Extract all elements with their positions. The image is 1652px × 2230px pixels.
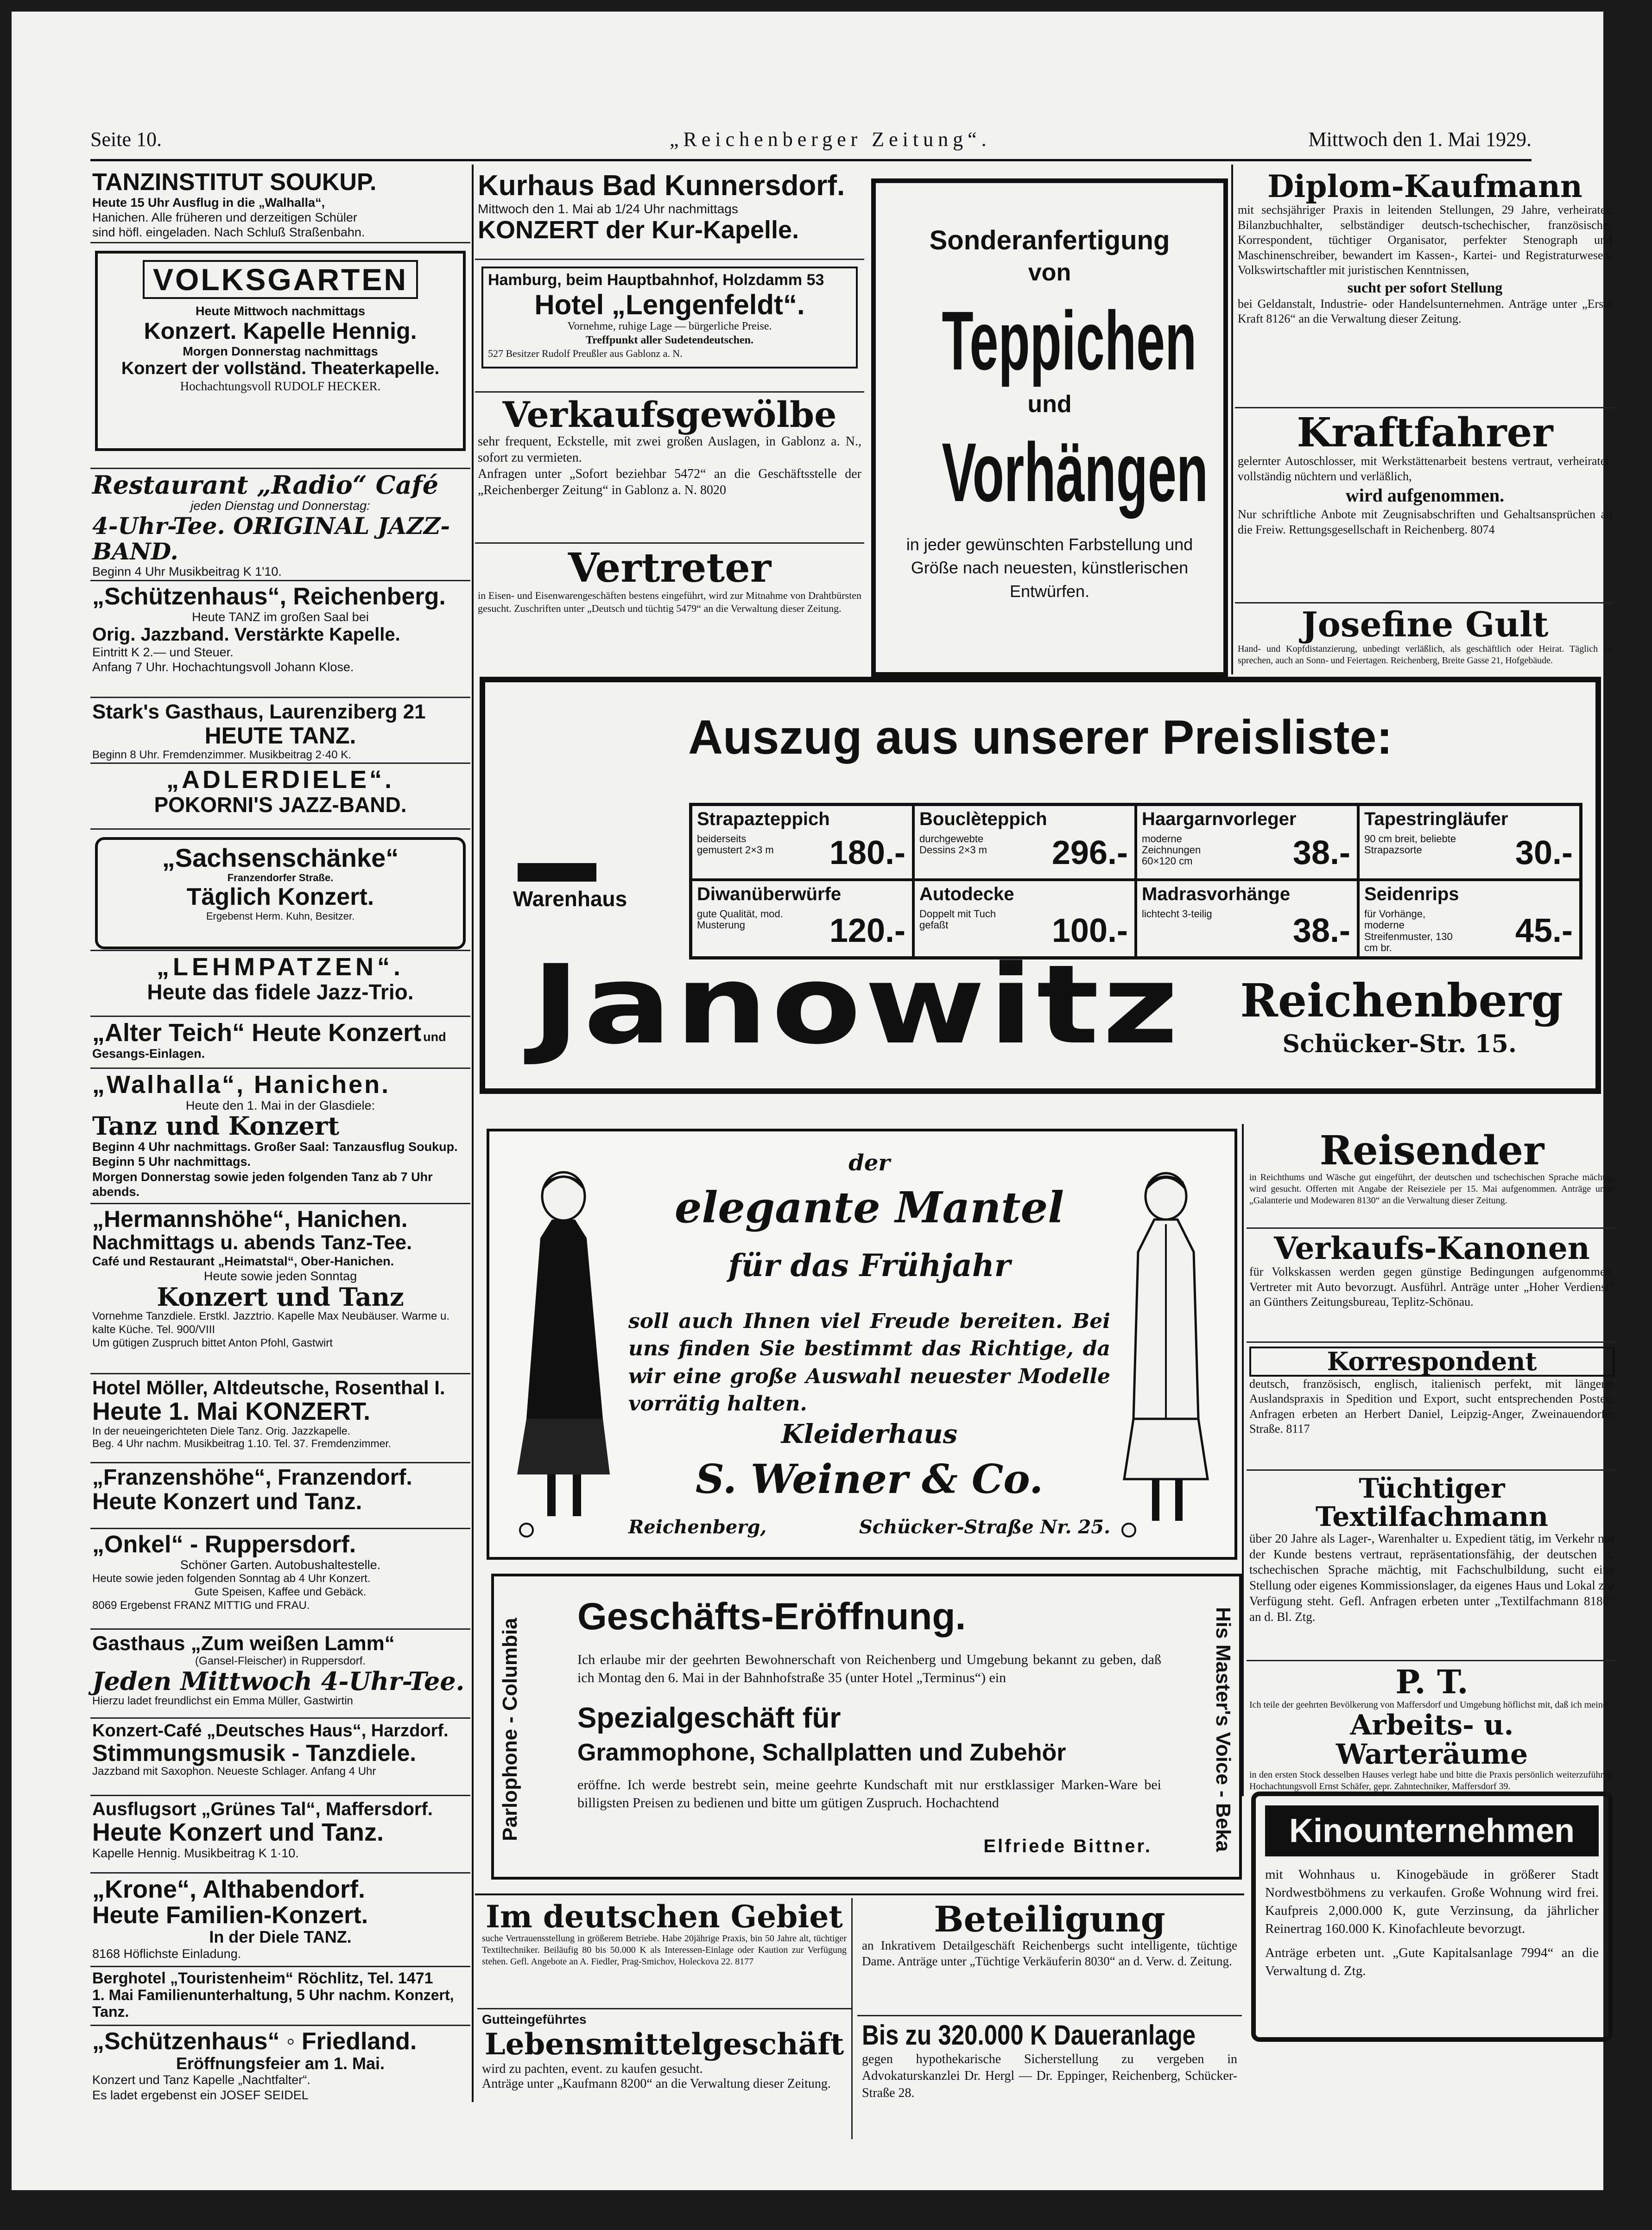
item-name: Autodecke xyxy=(919,884,1014,905)
ad-text: Beginn 4 Uhr Musikbeitrag K 1'10. xyxy=(92,565,282,579)
ad-text: Eintritt K 2.— und Steuer. xyxy=(92,645,234,659)
ad-title: Kraftfahrer xyxy=(1297,409,1553,456)
column-divider xyxy=(472,165,474,2102)
ad-text: Anfragen unter „Sofort beziehbar 5472“ an die Geschäftsstelle der „Reichenberger Zeitung“ in Gablonz a. N. 8020 xyxy=(478,466,861,497)
ad-text: Jazzband mit Saxophon. Neueste Schlager. Anfang 4 Uhr xyxy=(92,1765,376,1778)
item-desc: beiderseits gemustert 2×3 m xyxy=(697,833,774,856)
ad-title: Kinounternehmen xyxy=(1265,1805,1599,1856)
ad-krone xyxy=(90,1874,470,1967)
ad-schuetzenhaus xyxy=(90,581,470,698)
ad-text: Konzert und Tanz xyxy=(157,1282,404,1312)
ad-mantel xyxy=(487,1129,1237,1560)
ad-text: Gute Speisen, Kaffee und Gebäck. xyxy=(194,1585,367,1598)
ad-title: Tüchtiger Textilfachmann xyxy=(1315,1473,1549,1532)
mantel-line: für das Frühjahr xyxy=(728,1247,1011,1283)
item-price: 180.- xyxy=(829,834,905,872)
section-rule xyxy=(475,1893,1244,1895)
ad-text: KONZERT der Kur-Kapelle. xyxy=(478,216,799,244)
ad-subheadline: Spezialgeschäft für xyxy=(577,1702,841,1734)
ad-arbeitsraeume xyxy=(1247,1661,1617,1799)
ad-title: „Schützenhaus“, Reichenberg. xyxy=(92,583,446,610)
right-column-lower-ads xyxy=(1247,1126,1617,1792)
newspaper-page xyxy=(12,12,1614,2190)
ad-daueranlage xyxy=(857,2016,1242,2104)
item-price: 38.- xyxy=(1292,834,1350,872)
price-list-grid xyxy=(689,803,1582,959)
ad-text: Beginn 8 Uhr. Fremdenzimmer. Musikbeitrag 2·40 K. xyxy=(92,749,351,762)
ad-title: Verkaufsgewölbe xyxy=(502,394,837,435)
ad-janowitz xyxy=(480,677,1601,1094)
item-desc: für Vorhänge, moderne Streifenmuster, 130 cm br. xyxy=(1364,908,1453,953)
ad-gruenes-tal xyxy=(90,1796,470,1874)
ad-adlerdiele xyxy=(90,764,470,830)
ad-text: Heute 15 Uhr Ausflug in die „Walhalla“, xyxy=(92,195,325,210)
ad-title: Hamburg, beim Hauptbahnhof, Holzdamm 53 xyxy=(488,271,824,289)
ad-beteiligung-block xyxy=(857,1898,1242,2016)
ad-title: Verkaufs-Kanonen xyxy=(1274,1230,1590,1266)
ad-text: Beg. 4 Uhr nachm. Musikbeitrag 1.10. Tel. 37. Fremdenzimmer. xyxy=(92,1437,392,1450)
second-column-ads xyxy=(475,167,864,677)
ad-description: in jeder gewünschten Farbstellung und Größe nach neuesten, künstlerischen Entwürfen. xyxy=(906,535,1193,601)
ad-walhalla xyxy=(90,1069,470,1204)
mantel-line: der xyxy=(848,1150,890,1176)
ad-title: Ausflugsort „Grünes Tal“, Maffersdorf. xyxy=(92,1799,433,1819)
ad-title: Konzert-Café „Deutsches Haus“, Harzdorf. xyxy=(92,1721,449,1741)
ad-text: Heute den 1. Mai in der Glasdiele: xyxy=(185,1098,375,1112)
ad-text: Täglich Konzert. xyxy=(186,883,374,911)
price-item xyxy=(1358,805,1581,880)
ad-title: „Sachsenschänke“ xyxy=(162,843,399,872)
ad-text: 8168 Höflichste Einladung. xyxy=(92,1946,241,1961)
item-price: 38.- xyxy=(1292,912,1350,949)
ad-text: Konzert und Tanz Kapelle „Nachtfalter“. xyxy=(92,2073,310,2087)
ad-text: und Gesangs-Einlagen. xyxy=(92,1030,446,1061)
item-name: Madrasvorhänge xyxy=(1142,884,1291,905)
issue-date: Mittwoch den 1. Mai 1929. xyxy=(1308,128,1532,151)
ad-subheadline: Grammophone, Schallplatten und Zubehör xyxy=(577,1739,1066,1766)
item-desc: lichtecht 3-teilig xyxy=(1142,908,1212,920)
brand-vertical-left: Parlophone - Columbia xyxy=(499,1618,521,1841)
item-desc: gute Qualität, mod. Musterung xyxy=(697,908,783,931)
mantel-shop: Kleiderhaus xyxy=(781,1419,958,1449)
ad-radio xyxy=(90,469,470,581)
janowitz-city: Reichenberg xyxy=(1240,974,1563,1028)
ad-text: Kapelle Hennig. Musikbeitrag K 1·10. xyxy=(92,1846,299,1860)
ad-text: jeden Dienstag und Donnerstag: xyxy=(190,498,370,513)
ad-text: bei Geldanstalt, Industrie- oder Handelsunternehmen. Anträge unter „Erste Kraft 8126“ an die Verwaltung dieser Zeitung. xyxy=(1238,297,1612,326)
ad-text: Treffpunkt aller Sudetendeutschen. xyxy=(585,334,754,346)
ad-text: 1. Mai Familienunterhaltung, 5 Uhr nachm. Konzert, Tanz. xyxy=(92,1987,454,2020)
ad-text: Arbeits- u. Warteräume xyxy=(1336,1709,1528,1771)
woman-illustration-left xyxy=(508,1159,619,1539)
left-column-ads xyxy=(90,167,470,2102)
newspaper-title: „Reichenberger Zeitung“. xyxy=(670,128,991,151)
ad-text: Jeden Mittwoch 4-Uhr-Tee. xyxy=(92,1666,465,1696)
right-column-ads xyxy=(1235,167,1615,677)
price-item xyxy=(913,805,1136,880)
ad-korrespondent xyxy=(1247,1343,1617,1471)
ad-text: Nachmittags u. abends Tanz-Tee. xyxy=(92,1231,412,1254)
ad-text: Nur schriftliche Anbote mit Zeugnisabschriften und Gehaltsansprüchen an die Freiw. Rettungsgesellschaft in Reichenberg. 8074 xyxy=(1238,508,1612,536)
ad-title: Gasthaus „Zum weißen Lamm“ xyxy=(92,1632,395,1655)
ad-sachsenschaenke xyxy=(90,830,470,951)
ad-text: Anfang 7 Uhr. Hochachtungsvoll Johann Klose. xyxy=(92,660,354,674)
ad-title: „Krone“, Althabendorf. xyxy=(92,1875,365,1903)
ad-title: Josefine Gult xyxy=(1301,605,1549,645)
ad-onkel xyxy=(90,1529,470,1630)
ad-lebensmittel xyxy=(477,2009,851,2094)
ad-starks xyxy=(90,698,470,764)
ad-kraftfahrer xyxy=(1235,408,1615,604)
mantel-city: Reichenberg, xyxy=(628,1516,767,1538)
ad-sonderanfertigung xyxy=(871,178,1228,677)
ad-diplom-kaufmann xyxy=(1235,167,1615,408)
ad-text: Heute Familien-Konzert. xyxy=(92,1901,368,1929)
ad-text: sehr frequent, Eckstelle, mit zwei großen Auslagen, in Gablonz a. N., sofort zu vermieten. xyxy=(478,434,861,465)
column-divider xyxy=(1242,1124,1244,1796)
ad-text: mit sechsjähriger Praxis in leitenden Stellungen, 29 Jahre, verheiratet, Bilanzbuchhalter, selbständiger deutsch-tschechischer, französischer Korrespondent, tüchtiger Organisator, perfekter Stenograph und Maschinenschreiber, bewandert im Kassen-, Kartei- und Registraturwesen, Volkswirtschaftler mit juristischen Kenntnissen, xyxy=(1238,203,1612,277)
brand-vertical-right: His Master's Voice - Beka xyxy=(1212,1607,1234,1852)
item-price: 120.- xyxy=(829,912,905,949)
ad-hermannshoehe xyxy=(90,1204,470,1374)
price-list-headline: Auszug aus unserer Preisliste: xyxy=(688,711,1393,764)
ad-text: sucht per sofort Stellung xyxy=(1347,279,1503,296)
ad-text: POKORNI'S JAZZ-BAND. xyxy=(154,792,407,817)
ad-text: über 20 Jahre als Lager-, Warenhalter u. Expedient tätig, im Verkehr mit der Kunde bestens vertraut, repräsentationsfähig, der deutschen u. tschechischen Sprache mächtig, mit Fachschulbildung, sucht eine Stellung oder eigenes Kommissionslager, da eigenes Haus und Lokal zur Verfügung steht. Gefl. Anfragen erbeten unter „Textilfachmann 8180“ an d. Bl. Ztg. xyxy=(1249,1531,1614,1624)
warenhaus-label: Warenhaus xyxy=(513,887,627,911)
ad-text: für Volkskassen werden gegen günstige Bedingungen aufgenommen. Vertreter mit Auto bevorzugt. Ausführl. Anträge unter „Hoher Verdienst“ an Günthers Zeitungsbureau, Teplitz-Schönau. xyxy=(1249,1265,1614,1309)
ad-title: Im deutschen Gebiet xyxy=(486,1899,843,1935)
boxed-ad xyxy=(481,267,858,368)
ad-text: von xyxy=(1028,259,1071,286)
ad-signature: Elfriede Bittner. xyxy=(983,1836,1152,1856)
item-price: 45.- xyxy=(1515,912,1573,949)
ad-text: Mittwoch den 1. Mai ab 1/24 Uhr nachmittags xyxy=(478,202,738,216)
ad-title: Hotel Möller, Altdeutsche, Rosenthal I. xyxy=(92,1377,445,1398)
item-price: 296.- xyxy=(1051,834,1128,872)
ad-text: und xyxy=(1027,391,1072,418)
ad-text: in Reichthums und Wäsche gut eingeführt, der deutschen und tschechischen Sprache mächtig, wird gesucht. Offerten mit Angabe der Reiseziele per 15. Mai aufgenommen. Anträge unter „Galanterie und Modewaren 8130“ an die Verwaltung dieser Zeitung. xyxy=(1249,1172,1614,1206)
ad-lengenfeldt xyxy=(475,260,864,393)
ad-text: Orig. Jazzband. Verstärkte Kapelle. xyxy=(92,624,400,645)
ad-text: Hotel „Lengenfeldt“. xyxy=(534,289,805,320)
item-desc: moderne Zeichnungen 60×120 cm xyxy=(1142,833,1201,867)
ad-title: Korrespondent xyxy=(1249,1347,1614,1377)
mantel-body: soll auch Ihnen viel Freude bereiten. Bei uns finden Sie bestimmt das Richtige, da wir eine große Auswahl neuester Modelle vorrätig halten. xyxy=(628,1309,1110,1416)
ad-verkaufsgewoelbe xyxy=(475,393,864,544)
ad-title: Lebensmittelgeschäft xyxy=(484,2027,844,2062)
ad-text: Tanz und Konzert xyxy=(92,1111,340,1141)
boxed-ad xyxy=(1251,1792,1613,2042)
ad-text: Heute TANZ im großen Saal bei xyxy=(192,610,369,624)
ad-text: eröffne. Ich werde bestrebt sein, meine geehrte Kundschaft mit nur erstklassiger Marken-Ware bei billigsten Preisen zu bedienen und bitte um gütigen Zuspruch. Hochachtend xyxy=(577,1777,1161,1811)
ad-text: Morgen Donnerstag nachmittags xyxy=(183,344,378,359)
ad-text: Heute Konzert und Tanz. xyxy=(92,1488,362,1515)
ad-text: 8069 Ergebenst FRANZ MITTIG und FRAU. xyxy=(92,1599,310,1612)
item-name: Strapazteppich xyxy=(697,809,830,829)
ad-text: Hand- und Kopfdistanzierung, unbedingt verläßlich, als geschäftlich oder Heirat. Täglich zu sprechen, auch an Sonn- und Feiertagen. Reichenberg, Breite Gasse 21, Hofgebäude. xyxy=(1238,643,1612,666)
ad-text: Anträge unter „Kaufmann 8200“ an die Verwaltung dieser Zeitung. xyxy=(482,2077,831,2091)
ad-text: sind höfl. eingeladen. Nach Schluß Straßenbahn. xyxy=(92,225,365,240)
ad-text: HEUTE TANZ. xyxy=(204,723,356,749)
item-desc: durchgewebte Dessins 2×3 m xyxy=(919,833,987,856)
ad-text: Vornehme, ruhige Lage — bürgerliche Preise. xyxy=(567,320,772,332)
ad-text: Ich erlaube mir der geehrten Bewohnerschaft von Reichenberg und Umgebung bekannt zu geben, daß ich Montag den 6. Mai in der Bahnhofstraße 35 (unter Hotel „Terminus“) ein xyxy=(577,1652,1161,1685)
mantel-headline: elegante Mantel xyxy=(674,1182,1064,1233)
boxed-ad xyxy=(95,837,466,949)
ad-title: Stark's Gasthaus, Laurenziberg 21 xyxy=(92,700,426,723)
item-name: Seidenrips xyxy=(1364,884,1459,905)
ad-title: „LEHMPATZEN“. xyxy=(157,953,404,981)
ad-text: gegen hypothekarische Sicherstellung zu vergeben in Advokaturskanzlei Dr. Hergl — Dr. Eppinger, Reichenberg, Schücker-Straße 28. xyxy=(862,2052,1237,2100)
ad-headline: Geschäfts-Eröffnung. xyxy=(577,1595,966,1638)
janowitz-logo-text: Janowitz xyxy=(532,942,1182,1068)
boxed-ad xyxy=(95,251,466,451)
ad-title: Beteiligung xyxy=(934,1899,1165,1940)
woman-illustration-right xyxy=(1110,1159,1222,1539)
ad-text: Heute das fidele Jazz-Trio. xyxy=(147,979,414,1004)
mantel-firm: S. Weiner & Co. xyxy=(695,1456,1044,1503)
ad-lehmpatzen xyxy=(90,951,470,1017)
page-number: Seite 10. xyxy=(90,128,162,151)
ad-text: Heute sowie jeden folgenden Sonntag ab 4 Uhr Konzert. xyxy=(92,1572,371,1585)
ad-text: In der neueingerichteten Diele Tanz. Orig. Jazzkapelle. xyxy=(92,1424,351,1437)
ad-text: 4-Uhr-Tee. ORIGINAL JAZZ-BAND. xyxy=(92,512,450,565)
column-divider xyxy=(1231,165,1233,674)
ad-text: Morgen Donnerstag sowie jeden folgenden Tanz ab 7 Uhr abends. xyxy=(92,1169,433,1199)
ad-text: an Inkrativem Detailgeschäft Reichenbergs sucht intelligente, tüchtige Dame. Anträge unter „Tüchtige Verkäuferin 8030“ an d. Verw. d. Zeitung. xyxy=(862,1938,1237,1968)
ad-text: Anträge erbeten unt. „Gute Kapitalsanlage 7994“ an die Verwaltung d. Ztg. xyxy=(1265,1945,1599,1978)
mantel-street: Schücker-Straße Nr. 25. xyxy=(859,1516,1110,1538)
ad-tanzinstitut xyxy=(90,167,470,243)
ad-text: wird aufgenommen. xyxy=(1345,485,1505,506)
janowitz-street: Schücker-Str. 15. xyxy=(1282,1030,1517,1058)
ad-deutschen-gebiet xyxy=(477,1898,853,2139)
ad-deutsches-haus xyxy=(90,1719,470,1796)
logo-bar xyxy=(518,863,596,882)
ad-text: Um gütigen Zuspruch bittet Anton Pfohl, Gastwirt xyxy=(92,1336,333,1349)
ad-text: deutsch, französisch, englisch, italienisch perfekt, mit längerer Auslandspraxis in Spedition und Export, sucht entsprechenden Posten. Anfragen erbeten an Herbert Daniel, Leipzig-Anger, Zweinauendorfer Straße. 8117 xyxy=(1249,1377,1614,1436)
ad-title: Diplom-Kaufmann xyxy=(1267,168,1582,204)
ad-text: Hochachtungsvoll RUDOLF HECKER. xyxy=(180,379,381,393)
ad-text: Ergebenst Herm. Kuhn, Besitzer. xyxy=(206,910,355,922)
ad-text: wird zu pachten, event. zu kaufen gesucht. xyxy=(482,2062,703,2076)
ad-title: „Schützenhaus“ ◦ Friedland. xyxy=(92,2028,417,2055)
ad-title: Berghotel „Touristenheim“ Röchlitz, Tel. 1471 xyxy=(92,1970,433,1987)
ad-title: Bis zu 320.000 K Daueranlage xyxy=(862,2020,1196,2051)
ad-text: 527 Besitzer Rudolf Preußler aus Gablonz a. N. xyxy=(488,347,683,359)
ad-alter-teich xyxy=(90,1017,470,1069)
price-item xyxy=(1136,805,1358,880)
ad-text: Ich teile der geehrten Bevölkerung von Maffersdorf und Umgebung höflichst mit, daß ich meine xyxy=(1249,1699,1607,1710)
ad-geschaeftseroeffnung xyxy=(491,1574,1242,1880)
ad-text: suche Vertrauensstellung in größerem Betriebe. Habe 20jährige Praxis, bin 50 Jahre alt, tüchtiger Textiltechniker. Beiläufig 80 bis 50.000 K als Interessen-Einlage oder Kaution zur Verfügung stehen. Gefl. Angebote an A. Fiedler, Prag-Smichov, Holeckova 22. 8177 xyxy=(482,1933,847,1967)
ad-title: Kurhaus Bad Kunnersdorf. xyxy=(478,170,845,202)
ad-title: Vertreter xyxy=(568,545,772,591)
ad-title: „Hermannshöhe“, Hanichen. xyxy=(92,1206,408,1232)
ad-text: Vornehme Tanzdiele. Erstkl. Jazztrio. Kapelle Max Neubäuser. Warme u. kalte Küche. Tel. 900/VIII xyxy=(92,1310,450,1336)
item-name: Tapestringläufer xyxy=(1364,809,1508,829)
ad-title: „Alter Teich“ Heute Konzert xyxy=(92,1019,422,1047)
item-name: Diwanüberwürfe xyxy=(697,884,842,905)
ad-text: Franzendorfer Straße. xyxy=(227,871,334,883)
ad-kunnersdorf xyxy=(475,167,864,260)
ad-text: Café und Restaurant „Heimatstal“, Ober-Hanichen. xyxy=(92,1254,394,1268)
item-name: Haargarnvorleger xyxy=(1142,809,1297,829)
ad-text: gelernter Autoschlosser, mit Werkstättenarbeit bestens vertraut, verheiratet, vollständig nüchtern und verläßlich, xyxy=(1238,454,1612,483)
ad-beteiligung xyxy=(857,1898,1242,2139)
price-item xyxy=(691,805,913,880)
ad-big-word: Vorhängen xyxy=(942,426,1209,519)
ad-text: Konzert der vollständ. Theaterkapelle. xyxy=(121,358,440,378)
ad-text: Heute Konzert und Tanz. xyxy=(92,1818,384,1846)
ad-reisender xyxy=(1247,1126,1617,1229)
ad-text: Beginn 4 Uhr nachmittags. Großer Saal: Tanzausflug Soukup. Beginn 5 Uhr nachmittags. xyxy=(92,1139,458,1169)
ad-text: Eröffnungsfeier am 1. Mai. xyxy=(176,2053,385,2073)
item-desc: Doppelt mit Tuch gefaßt xyxy=(919,908,996,931)
ad-title: „ADLERDIELE“. xyxy=(166,766,395,794)
item-name: Bouclèteppich xyxy=(919,809,1047,829)
header-rule xyxy=(90,159,1532,161)
ad-title: Reisender xyxy=(1319,1127,1544,1174)
ad-touristenheim xyxy=(90,1967,470,2026)
ad-kinounternehmen xyxy=(1247,1787,1617,2065)
ad-text: Hanichen. Alle früheren und derzeitigen Schüler xyxy=(92,210,357,224)
ad-big-word: Teppichen xyxy=(942,294,1197,388)
ad-title: VOLKSGARTEN xyxy=(143,260,418,299)
ad-text: Schöner Garten. Autobushaltestelle. xyxy=(180,1557,381,1572)
ad-text: Konzert. Kapelle Hennig. xyxy=(144,318,417,344)
item-price: 30.- xyxy=(1515,834,1573,872)
ad-title: P. T. xyxy=(1395,1663,1468,1701)
ad-franzenshoehe xyxy=(90,1463,470,1529)
ad-text: (Gansel-Fleischer) in Ruppersdorf. xyxy=(195,1655,366,1668)
page-header xyxy=(90,127,1532,160)
ad-vertreter xyxy=(475,544,864,656)
ad-hotel-moeller xyxy=(90,1374,470,1463)
ad-text: Heute sowie jeden Sonntag xyxy=(203,1269,357,1283)
ad-text: Stimmungsmusik - Tanzdiele. xyxy=(92,1740,417,1766)
ad-text: Es ladet ergebenst ein JOSEF SEIDEL xyxy=(92,2088,309,2102)
ad-weissen-lamm xyxy=(90,1630,470,1719)
ad-title: „Walhalla“, Hanichen. xyxy=(92,1071,391,1099)
ad-text: In der Diele TANZ. xyxy=(209,1927,352,1947)
ad-title: Restaurant „Radio“ Café xyxy=(92,470,439,500)
ad-title: „Onkel“ - Ruppersdorf. xyxy=(92,1531,356,1558)
ad-title: „Franzenshöhe“, Franzendorf. xyxy=(92,1465,412,1490)
ad-volksgarten xyxy=(90,243,470,469)
ad-headline: Sonderanfertigung xyxy=(929,225,1170,255)
item-desc: 90 cm breit, beliebte Strapazsorte xyxy=(1364,833,1456,856)
ad-vertrauensstellung xyxy=(477,1898,851,2009)
ad-text: Hierzu ladet freundlichst ein Emma Müller, Gastwirtin xyxy=(92,1694,353,1707)
ad-title: TANZINSTITUT SOUKUP. xyxy=(92,169,377,196)
ad-text: mit Wohnhaus u. Kinogebäude in größerer Stadt Nordwestböhmens zu verkaufen. Große Wohnung wird frei. Kaufpreis 2,000.000 K, gute Verzinsung, da jährlicher Reinertrag 160.000 K. Kinofachleute bevorzugt. xyxy=(1265,1867,1599,1937)
ad-text: in Eisen- und Eisenwarengeschäften bestens eingeführt, wird zur Mitnahme von Drahtbürsten gesucht. Zuschriften unter „Deutsch und tüchtig 5479“ an die Verwaltung dieser Zeitung. xyxy=(478,590,861,614)
ad-textilfachmann xyxy=(1247,1471,1617,1661)
item-price: 100.- xyxy=(1051,912,1128,949)
ad-text: Heute 1. Mai KONZERT. xyxy=(92,1398,371,1426)
ad-verkaufskanonen xyxy=(1247,1229,1617,1343)
ad-text: in den ersten Stock desselben Hauses verlegt habe und bitte die Praxis persönlich weiterzuführen. Hochachtungsvoll Ernst Schäfer, gepr. Zahntechniker, Maffersdorf 39. xyxy=(1249,1769,1614,1792)
ad-text: Heute Mittwoch nachmittags xyxy=(195,304,366,318)
ad-text: Gutteingeführtes xyxy=(482,2012,587,2027)
ad-schuetzenhaus-friedland xyxy=(90,2026,470,2118)
price-item xyxy=(1358,880,1581,958)
